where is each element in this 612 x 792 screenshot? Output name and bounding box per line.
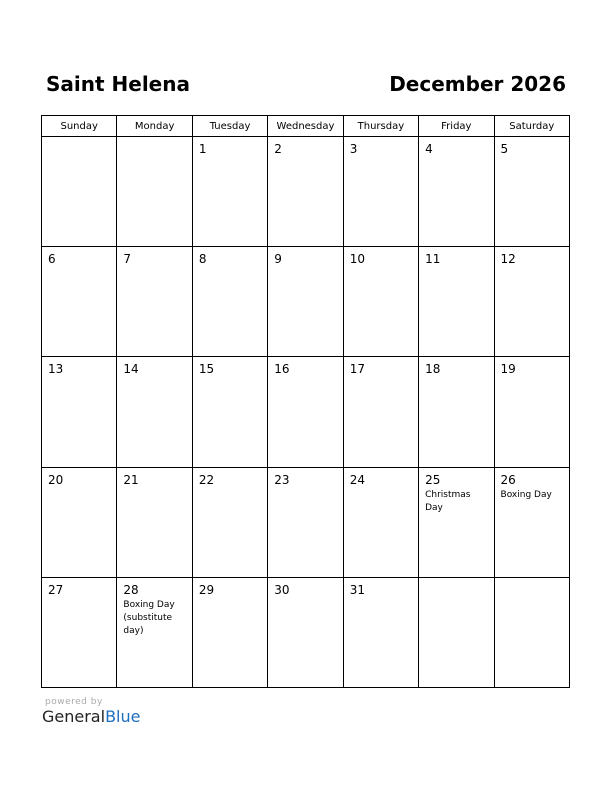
- weekday-friday: Friday: [419, 116, 494, 137]
- day-number: 12: [500, 252, 516, 267]
- day-number: 11: [425, 252, 441, 267]
- day-cell: [343, 247, 418, 357]
- calendar-body: [42, 137, 570, 688]
- day-cell: [419, 577, 494, 687]
- week-row: [42, 247, 570, 357]
- day-number: 22: [198, 472, 215, 487]
- weekday-monday: Monday: [117, 116, 192, 137]
- day-cell: [419, 137, 494, 247]
- day-number: 19: [500, 362, 516, 377]
- day-number: 17: [349, 362, 365, 377]
- brand-logo: [42, 707, 140, 727]
- day-number: 15: [198, 362, 215, 377]
- week-row: [42, 137, 570, 247]
- day-number: 6: [48, 252, 56, 267]
- powered-by-text: powered by: [45, 697, 103, 707]
- day-number: 23: [274, 472, 290, 487]
- day-number: 18: [425, 362, 441, 377]
- holiday-label: Boxing Day: [500, 489, 552, 500]
- day-number: 7: [123, 252, 132, 267]
- day-cell: [42, 467, 117, 577]
- day-cell: [42, 137, 117, 247]
- day-cell: [268, 247, 343, 357]
- day-cell: [117, 357, 192, 467]
- day-cell: [268, 467, 343, 577]
- day-number: 9: [274, 252, 282, 267]
- day-number: 26: [500, 472, 516, 487]
- day-cell: [268, 357, 343, 467]
- weekday-saturday: Saturday: [494, 116, 569, 137]
- weekday-sunday: Sunday: [42, 116, 117, 137]
- country-title: Saint Helena: [46, 72, 190, 96]
- day-cell: [419, 357, 494, 467]
- day-cell: [343, 577, 418, 687]
- day-number: 8: [198, 252, 207, 267]
- day-cell: [42, 247, 117, 357]
- day-cell: [268, 577, 343, 687]
- day-cell: [419, 247, 494, 357]
- brand-blue-text: Blue: [105, 707, 141, 726]
- day-number: 14: [123, 362, 139, 377]
- day-number: 4: [425, 142, 433, 156]
- day-number: 13: [48, 362, 64, 377]
- day-cell: [192, 577, 267, 687]
- day-cell: [268, 137, 343, 247]
- calendar-header: [46, 70, 566, 100]
- holiday-label: Boxing Day (substitute day): [123, 599, 175, 636]
- weekday-thursday: Thursday: [343, 116, 418, 137]
- day-cell: [117, 247, 192, 357]
- footer: [42, 697, 140, 727]
- day-number: 10: [349, 252, 365, 267]
- day-number: 27: [48, 582, 64, 597]
- day-cell: [42, 577, 117, 687]
- day-cell: [192, 137, 267, 247]
- day-cell: [117, 577, 192, 687]
- day-cell: [343, 137, 418, 247]
- day-cell: [343, 357, 418, 467]
- day-cell: [42, 357, 117, 467]
- day-number: 25: [425, 472, 441, 487]
- day-number: 30: [274, 582, 290, 597]
- day-cell: [343, 467, 418, 577]
- day-cell: [192, 467, 267, 577]
- day-cell: [419, 467, 494, 577]
- day-number: 21: [123, 472, 139, 487]
- month-calendar: [41, 115, 570, 688]
- day-number: 1: [198, 142, 207, 156]
- weekday-wednesday: Wednesday: [268, 116, 343, 137]
- calendar-grid: [41, 115, 570, 688]
- weekday-tuesday: Tuesday: [192, 116, 267, 137]
- month-year-title: December 2026: [389, 72, 566, 96]
- day-cell: [494, 467, 569, 577]
- day-cell: [192, 247, 267, 357]
- day-number: 31: [349, 582, 365, 597]
- day-number: 3: [349, 142, 358, 156]
- week-row: [42, 577, 570, 687]
- day-cell: [494, 137, 569, 247]
- day-cell: [192, 357, 267, 467]
- day-number: 5: [500, 142, 509, 156]
- day-cell: [117, 137, 192, 247]
- week-row: [42, 467, 570, 577]
- day-cell: [117, 467, 192, 577]
- day-number: 20: [48, 472, 64, 487]
- holiday-label: Christmas Day: [425, 489, 471, 513]
- weekday-header-row: [42, 116, 570, 137]
- day-number: 2: [274, 142, 282, 156]
- day-cell: [494, 357, 569, 467]
- day-cell: [494, 577, 569, 687]
- week-row: [42, 357, 570, 467]
- day-number: 28: [123, 582, 139, 597]
- day-number: 16: [274, 362, 290, 377]
- day-number: 24: [349, 472, 365, 487]
- brand-general-text: General: [42, 707, 106, 726]
- day-cell: [494, 247, 569, 357]
- day-number: 29: [198, 582, 215, 597]
